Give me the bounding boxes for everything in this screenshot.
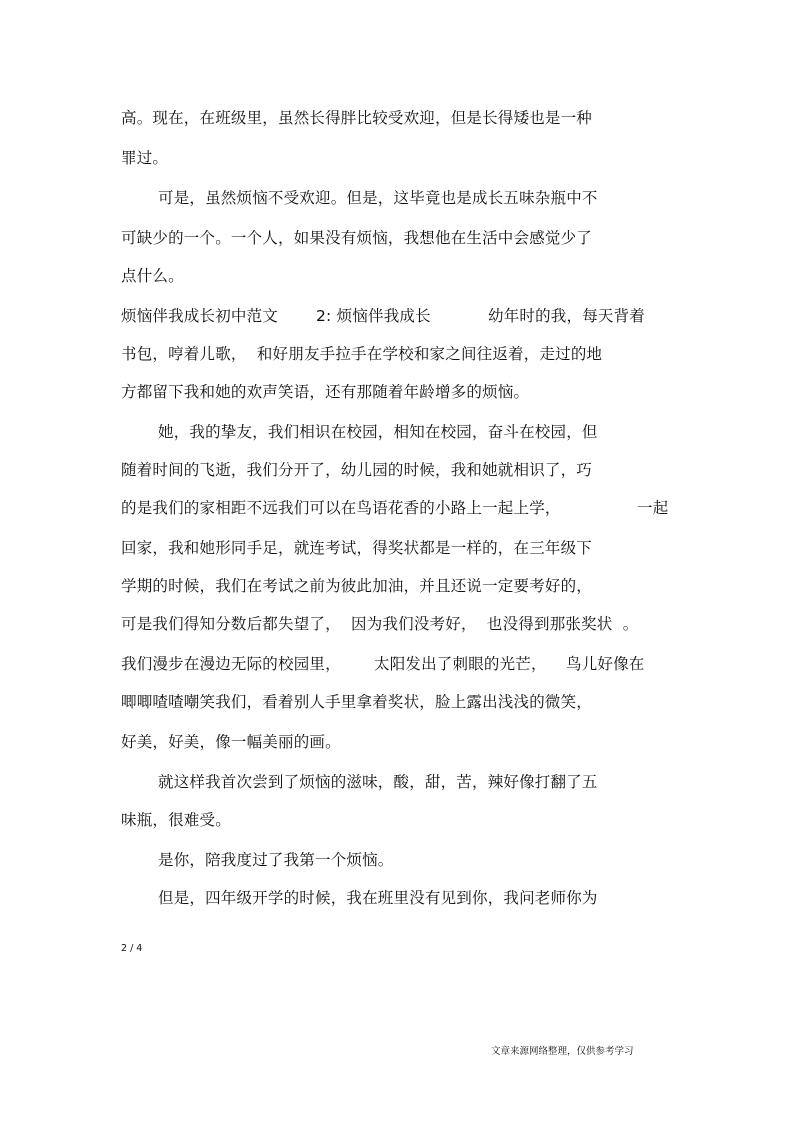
body-line-13: 可是我们得知分数后都失望了， 因为我们没考好， 也没得到那张奖状 。 xyxy=(121,615,639,633)
body-line-8: 她，我的挚友，我们相识在校园，相知在校园，奋斗在校园，但 xyxy=(158,423,598,441)
body-line-4: 可缺少的一个。一个人，如果没有烦恼，我想他在生活中会感觉少了 xyxy=(121,229,593,247)
title-line-text: 幼年时的我，每天背着 xyxy=(488,307,646,325)
body-line-5: 点什么。 xyxy=(121,267,184,285)
body-line-18: 味瓶，很难受。 xyxy=(121,811,231,829)
body-line-10-part-2: 一起 xyxy=(637,499,669,517)
body-line-20: 但是，四年级开学的时候，我在班里没有见到你，我问老师你为 xyxy=(158,889,598,907)
body-line-6: 书包，哼着儿歌， 和好朋友手拉手在学校和家之间往返着，走过的地 xyxy=(121,345,603,363)
body-line-12: 学期的时候，我们在考试之前为彼此加油，并且还说一定要考好的， xyxy=(121,577,593,595)
body-line-10-part-1: 的是我们的家相距不远我们可以在鸟语花香的小路上一起上学， xyxy=(121,499,561,517)
article-subtitle: 2: 烦恼伴我成长 xyxy=(316,307,431,325)
body-line-9: 随着时间的飞逝，我们分开了，幼儿园的时候，我和她就相识了，巧 xyxy=(121,461,593,479)
body-line-16: 好美，好美，像一幅美丽的画。 xyxy=(121,733,341,751)
body-line-19: 是你，陪我度过了我第一个烦恼。 xyxy=(158,851,394,869)
body-line-3: 可是，虽然烦恼不受欢迎。但是，这毕竟也是成长五味杂瓶中不 xyxy=(158,189,598,207)
article-title: 烦恼伴我成长初中范文 xyxy=(121,307,279,325)
body-line-1: 高。现在，在班级里，虽然长得胖比较受欢迎，但是长得矮也是一种 xyxy=(121,109,593,127)
body-line-10 xyxy=(121,498,681,518)
article-title-line xyxy=(121,306,661,326)
body-line-14 xyxy=(121,654,681,674)
body-line-17: 就这样我首次尝到了烦恼的滋味，酸，甜，苦，辣好像打翻了五 xyxy=(158,773,598,791)
page-number: 2 / 4 xyxy=(121,943,143,954)
footer-note: 文章来源网络整理，仅供参考学习 xyxy=(491,1046,634,1057)
body-line-14-part-2: 太阳发出了刺眼的光芒， xyxy=(374,655,547,673)
body-line-2: 罪过。 xyxy=(121,149,169,167)
body-line-15: 唧唧喳喳嘲笑我们，看着别人手里拿着奖状，脸上露出浅浅的微笑， xyxy=(121,693,593,711)
body-line-14-part-3: 鸟儿好像在 xyxy=(566,655,645,673)
body-line-14-part-1: 我们漫步在漫边无际的校园里， xyxy=(121,655,341,673)
body-line-7: 方都留下我和她的欢声笑语，还有那随着年龄增多的烦恼。 xyxy=(121,383,530,401)
body-line-11: 回家，我和她形同手足，就连考试，得奖状都是一样的，在三年级下 xyxy=(121,539,593,557)
